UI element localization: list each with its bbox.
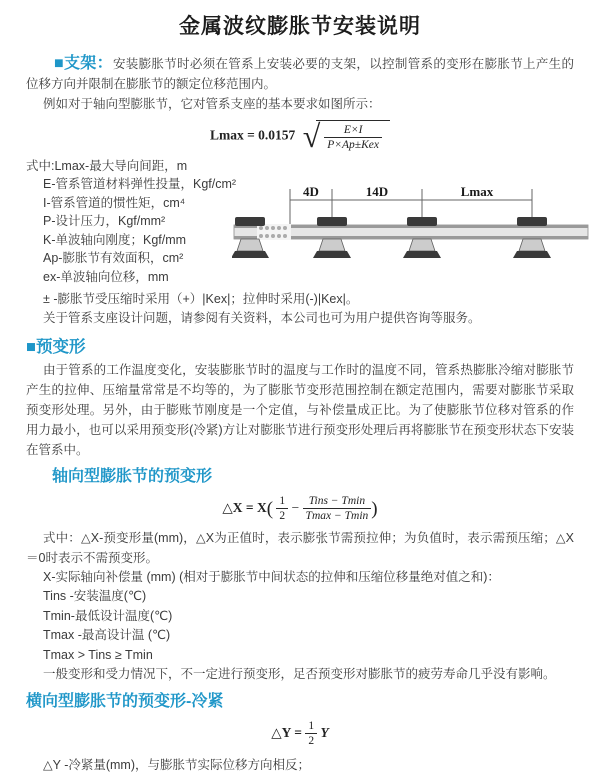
formula-delta-x [26, 494, 574, 524]
formula-lmax-lhs: Lmax = 0.0157 [209, 127, 296, 143]
formula-delta-y-lhs: △Y = [271, 724, 302, 740]
def-line-p: P-设计压力，Kgf/mm² [43, 214, 166, 229]
def-line-tins: Tins -安装温度(℃) [43, 589, 147, 603]
axial-note-line: 一般变形和受力情况下，不一定进行预变形，足否预变形对膨胀节的疲劳寿命几乎没有影响。 [43, 667, 556, 681]
formula-delta-x-lhs: △X = X [222, 499, 267, 515]
def-line-trelation: Tmax > Tins ≥ Tmin [43, 647, 153, 662]
def-line-k: K-单波轴向刚度；Kgf/mm [43, 232, 187, 247]
dim-label-4d: 4D [303, 183, 319, 199]
open-paren: ( [266, 498, 274, 520]
support-intro-text: 安装膨胀节时必须在管系上安装必要的支架，以控制管系的变形在膨胀节上产生的位移方向并限制在膨胀节的额定位移范围内。 [26, 57, 574, 91]
temperature-denominator: Tmax − Tmin [303, 508, 372, 523]
page-title: 金属波纹膨胀节安装说明 [179, 15, 421, 38]
formula-lmax-numerator: E×I [343, 124, 363, 136]
formula-delta-y [26, 719, 574, 749]
def-line-lmax: 式中:Lmax-最大导向间距，m [26, 158, 188, 173]
bellows-icon [257, 224, 291, 240]
lateral-note-line: △Y -冷紧量(mm)，与膨胀节实际位移方向相反； [43, 758, 311, 773]
def-line-i: I-管系管道的惯性矩，cm⁴ [43, 195, 186, 210]
preform-section-heading: ■预变形 [26, 337, 86, 356]
lmax-definitions-block [26, 157, 574, 290]
def-line-tmax: Tmax -最高设计温 (℃) [43, 628, 171, 642]
pipe-support-diagram [232, 183, 590, 285]
lateral-sub-heading: 横向型膨胀节的预变形-冷紧 [26, 692, 224, 710]
def-line-ex: ex-单波轴向位移，mm [43, 269, 169, 284]
def-line-x: X-实际轴向补偿量 (mm) (相对于膨胀节中间状态的拉伸和压缩位移量绝对值之和)： [43, 569, 500, 584]
axial-sub-heading: 轴向型膨胀节的预变形 [52, 467, 213, 485]
half-denominator: 2 [276, 508, 288, 523]
axial-where-paragraph: 式中：△X-预变形量(mm)，△X为正值时，表示膨张节需预拉伸；为负值时，表示需预压缩；△X＝0时表示不需预变形。 [26, 530, 574, 565]
temperature-numerator: Tins − Tmin [308, 494, 366, 507]
sqrt-expression [302, 117, 390, 154]
formula-delta-y-rhs: Y [320, 724, 329, 740]
formula-lmax-denominator: P×Ap±Kex [324, 137, 382, 152]
half-fraction-y [305, 719, 317, 749]
formula-lmax [26, 117, 574, 154]
formula-lmax-fraction [324, 123, 382, 153]
def-line-ap: Ap-膨胀节有效面积，cm² [43, 251, 184, 266]
dim-label-14d: 14D [365, 183, 389, 199]
half-numerator: 1 [279, 494, 286, 507]
preform-paragraph: 由于管系的工作温度变化，安装膨胀节时的温度与工作时的温度不同，管系热膨胀冷缩对膨胀节产生的拉伸、压缩量常常是不均等的，为了膨胀节变形范围控制在额定范围内，需要对膨胀节采取预变形处理。另外，由于膨账节刚度是一个定值，与补偿量成正比。为了使膨胀节位移对管系的作用力最小，也可以采用预变形(冷紧)方让对膨胀节进行预变形处理后再将膨胀节在预变形状态下安装在管系中。 [26, 362, 574, 457]
support-section-heading: ■支架： [54, 55, 113, 72]
half-fraction [276, 494, 288, 524]
dim-label-lmax: Lmax [460, 183, 494, 199]
note-service: 关于管系支座设计问题，请参阅有关资料，本公司也可为用户提供咨询等服务。 [43, 310, 481, 325]
def-line-tmin: Tmin-最低设计温度(℃) [43, 608, 173, 623]
minus-sign: − [291, 499, 300, 515]
half-y-denominator: 2 [305, 733, 317, 748]
axial-definitions-block [26, 568, 574, 685]
support-intro-paragraph [26, 54, 574, 94]
half-y-numerator: 1 [308, 719, 315, 732]
support-example-line: 例如对于轴向型膨胀节，它对管系支座的基本要求如图所示： [43, 97, 381, 111]
note-plus-minus: ± -膨胀节受压缩时采用（+）|Kex|；拉伸时采用(-)|Kex|。 [43, 291, 359, 306]
close-paren: ) [371, 498, 378, 520]
temperature-fraction [303, 494, 372, 524]
def-line-e: E-管系管道材料弹性投量，Kgf/cm² [43, 177, 237, 192]
radical-sign: √ [302, 117, 321, 154]
